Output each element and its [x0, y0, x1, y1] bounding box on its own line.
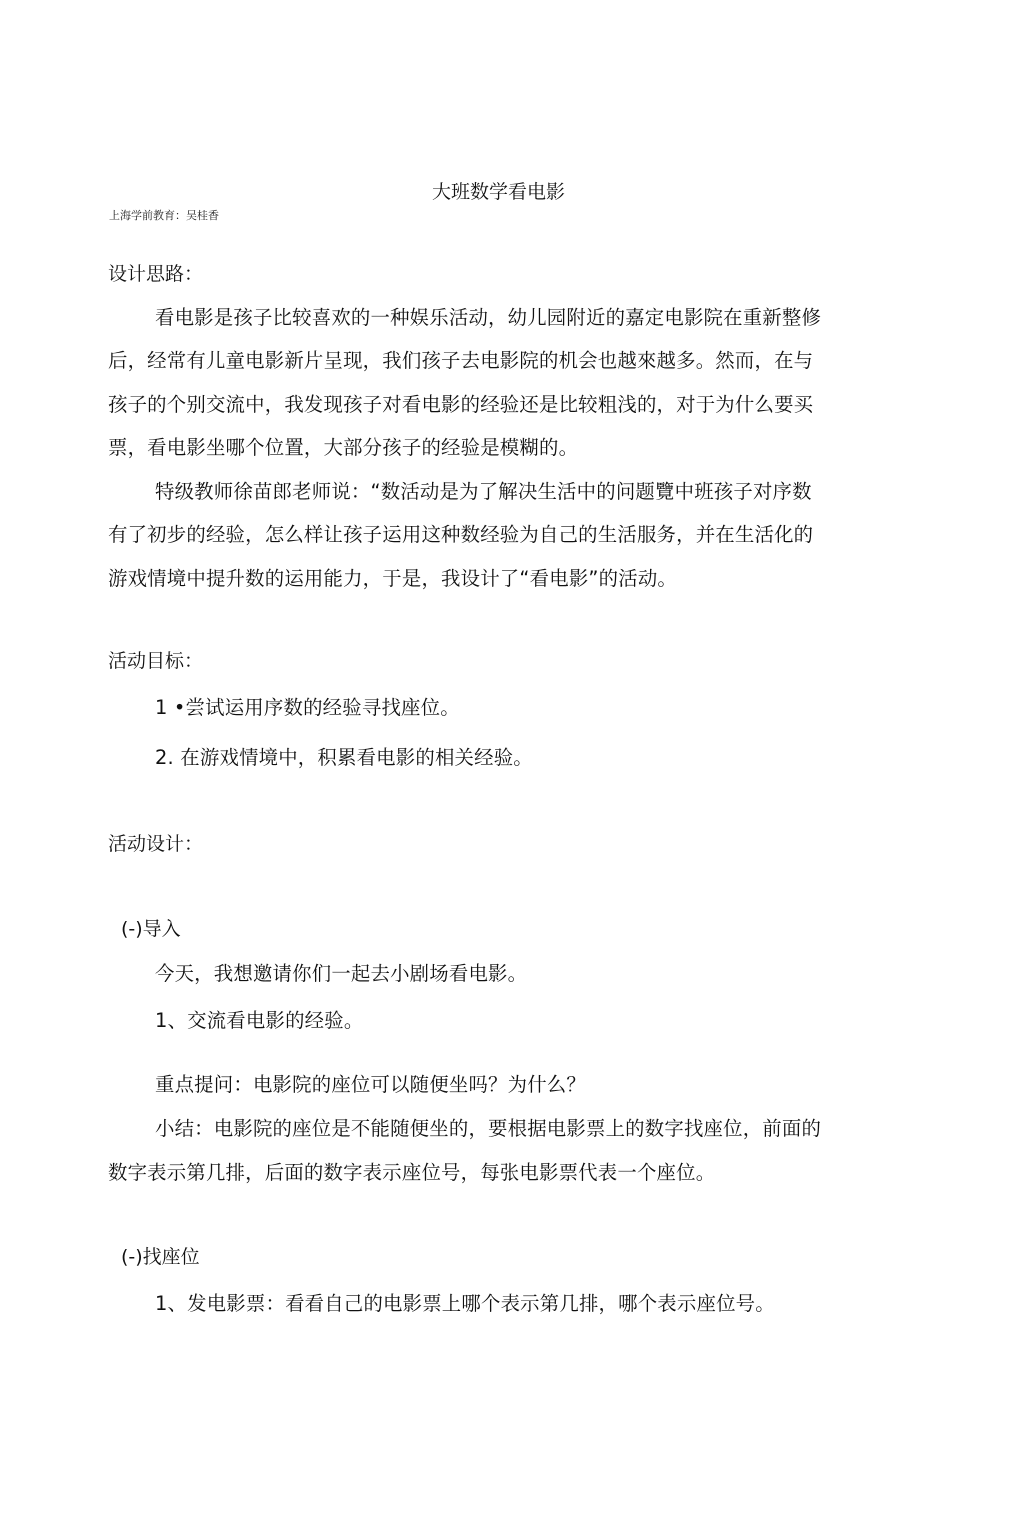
author-line: 上海学前教育：吴桂香: [109, 209, 219, 222]
paragraph-line: 后，经常有儿童电影新片呈现，我们孩子去电影院的机会也越來越多。然而，在与: [108, 349, 814, 372]
goal-item: 2. 在游戏情境中，积累看电影的相关经验。: [155, 746, 533, 769]
part-heading-find-seat: (-)找座位: [121, 1246, 200, 1268]
section-heading-activity-design: 活动设计：: [108, 833, 204, 855]
paragraph-line: 数字表示第几排，后面的数字表示座位号，每张电影票代表一个座位。: [108, 1161, 716, 1184]
paragraph-line: 看电影是孩子比较喜欢的一种娱乐活动，幼儿园附近的嘉定电影院在重新整修: [155, 306, 822, 329]
step-item: 1、发电影票：看看自己的电影票上哪个表示第几排，哪个表示座位号。: [155, 1292, 775, 1315]
part-heading-intro: (-)导入: [121, 918, 181, 940]
paragraph-line: 孩子的个别交流中，我发现孩子对看电影的经验还是比较粗浅的，对于为什么要买: [108, 393, 814, 416]
paragraph-line: 有了初步的经验，怎么样让孩子运用这种数经验为自己的生活服务，并在生活化的: [108, 523, 814, 546]
paragraph-line: 游戏情境中提升数的运用能力，于是，我设计了“看电影”的活动。: [108, 567, 678, 590]
step-item: 1、交流看电影的经验。: [155, 1009, 364, 1032]
section-heading-goals: 活动目标：: [108, 650, 204, 672]
paragraph-line: 今天，我想邀请你们一起去小剧场看电影。: [155, 962, 528, 985]
document-title: 大班数学看电影: [432, 181, 566, 203]
paragraph-line: 小结：电影院的座位是不能随便坐的，要根据电影票上的数字找座位，前面的: [155, 1117, 822, 1140]
paragraph-line: 特级教师徐苗郎老师说：“数活动是为了解决生活中的问题覽中班孩子对序数: [155, 480, 812, 503]
paragraph-line: 票，看电影坐哪个位置，大部分孩子的经验是模糊的。: [108, 436, 579, 459]
key-question: 重点提问：电影院的座位可以随便坐吗？为什么？: [155, 1073, 586, 1096]
section-heading-design-idea: 设计思路：: [108, 263, 204, 285]
goal-item: 1 •尝试运用序数的经验寻找座位。: [155, 696, 460, 719]
